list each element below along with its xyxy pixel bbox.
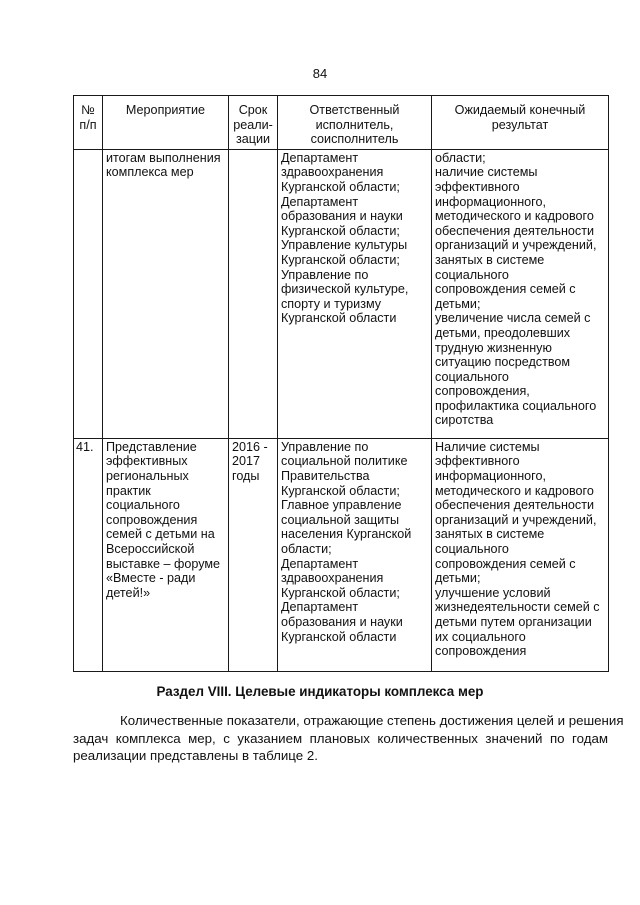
- cell-line: Мероприятие: [125, 103, 206, 117]
- cell-line: информационного,: [435, 194, 547, 209]
- cell-line: детьми, преодолевших: [435, 325, 571, 340]
- cell-line: социального: [106, 498, 180, 513]
- cell-line: детей!»: [106, 585, 151, 600]
- cell-line: Курганской области: [281, 629, 397, 644]
- cell-line: организаций и учреждений,: [435, 238, 597, 253]
- cell-line: практик: [106, 483, 151, 498]
- cell-line: детьми путем организации: [435, 614, 592, 629]
- cell-line: 2017: [232, 454, 261, 469]
- section-title: Раздел VIII. Целевые индикаторы комплекса мер: [156, 684, 484, 699]
- cell-line: социального: [435, 369, 509, 384]
- cell-line: организаций и учреждений,: [435, 512, 597, 527]
- cell-line: сопровождения: [435, 644, 527, 659]
- row-term: [229, 149, 278, 438]
- cell-line: 2016 -: [232, 439, 268, 454]
- cell-line: Курганской области;: [281, 483, 400, 498]
- cell-line: исполнитель,: [315, 117, 394, 132]
- row-term: [229, 438, 278, 671]
- cell-line: области;: [435, 150, 486, 165]
- cell-line: Управление по: [281, 267, 369, 282]
- cell-line: информационного,: [435, 468, 547, 483]
- cell-line: Департамент: [281, 600, 359, 615]
- header-result: [432, 96, 609, 150]
- cell-line: детьми;: [435, 296, 481, 311]
- table-header-row: [74, 96, 609, 150]
- cell-line: сопровождения семей с: [435, 282, 576, 297]
- cell-line: их социального: [435, 629, 526, 644]
- row-num: 41.: [74, 438, 103, 671]
- cell-line: Срок: [238, 103, 268, 117]
- cell-line: результат: [491, 117, 549, 132]
- row-event: [103, 149, 229, 438]
- cell-line: спорту и туризму: [281, 296, 382, 311]
- row-event: [103, 438, 229, 671]
- cell-line: образования и науки: [281, 209, 403, 224]
- cell-line: Курганской области;: [281, 223, 400, 238]
- cell-line: итогам выполнения: [106, 150, 221, 165]
- table-row: [74, 149, 609, 438]
- cell-line: эффективного: [435, 454, 520, 469]
- header-responsible: [278, 96, 432, 150]
- cell-line: Департамент: [281, 150, 359, 165]
- paragraph-line: Количественные показатели, отражающие степень достижения целей и решения: [120, 713, 624, 728]
- cell-line: Представление: [106, 439, 197, 454]
- table-row: [74, 438, 609, 671]
- cell-line: Департамент: [281, 556, 359, 571]
- cell-line: ситуацию посредством: [435, 355, 571, 370]
- row-num: [74, 149, 103, 438]
- cell-line: Ожидаемый конечный: [454, 103, 586, 117]
- cell-line: увеличение числа семей с: [435, 311, 591, 326]
- cell-line: Всероссийской: [106, 541, 195, 556]
- cell-line: Управление культуры: [281, 238, 408, 253]
- cell-line: Ответственный: [309, 103, 400, 117]
- cell-line: годы: [232, 468, 260, 483]
- cell-line: Наличие системы: [435, 439, 540, 454]
- cell-line: социального: [435, 267, 509, 282]
- row-responsible: [278, 438, 432, 671]
- cell-line: физической культуре,: [281, 282, 409, 297]
- row-responsible: [278, 149, 432, 438]
- cell-line: методического и кадрового: [435, 483, 594, 498]
- cell-line: здравоохранения: [281, 165, 384, 180]
- cell-line: сиротства: [435, 413, 494, 428]
- cell-line: наличие системы: [435, 165, 538, 180]
- cell-line: области;: [281, 541, 332, 556]
- cell-line: зации: [235, 132, 271, 147]
- header-num: [74, 96, 103, 150]
- cell-line: детьми;: [435, 571, 481, 586]
- cell-line: «Вместе - ради: [106, 571, 196, 586]
- cell-line: социальной защиты: [281, 512, 400, 527]
- cell-line: профилактика социального: [435, 398, 597, 413]
- cell-line: выставке – форуме: [106, 556, 221, 571]
- cell-line: семей с детьми на: [106, 527, 215, 542]
- row-result: [432, 438, 609, 671]
- cell-line: Правительства: [281, 468, 370, 483]
- cell-line: жизнедеятельности семей с: [435, 600, 600, 615]
- cell-line: Курганской области: [281, 311, 397, 326]
- page-number: 84: [312, 66, 328, 81]
- cell-line: сопровождения семей с: [435, 556, 576, 571]
- cell-line: Курганской области;: [281, 585, 400, 600]
- cell-line: сопровождения: [106, 512, 198, 527]
- cell-line: региональных: [106, 468, 189, 483]
- paragraph-line: реализации представлены в таблице 2.: [73, 748, 318, 763]
- cell-line: образования и науки: [281, 614, 403, 629]
- cell-line: здравоохранения: [281, 571, 384, 586]
- cell-line: Департамент: [281, 194, 359, 209]
- measures-table: [73, 95, 609, 672]
- cell-line: п/п: [79, 117, 97, 132]
- section-paragraph: [73, 712, 624, 765]
- row-result: [432, 149, 609, 438]
- cell-line: социальной политике: [281, 454, 408, 469]
- cell-line: соисполнитель: [310, 132, 399, 147]
- cell-line: Управление по: [281, 439, 369, 454]
- cell-line: улучшение условий: [435, 585, 551, 600]
- cell-line: эффективного: [435, 179, 520, 194]
- cell-line: занятых в системе: [435, 527, 545, 542]
- cell-line: сопровождения,: [435, 384, 530, 399]
- paragraph-line: задач комплекса мер, с указанием плановых количественных значений по годам: [73, 730, 608, 746]
- cell-line: методического и кадрового: [435, 209, 594, 224]
- cell-line: Курганской области;: [281, 179, 400, 194]
- header-event: [103, 96, 229, 150]
- cell-line: обеспечения деятельности: [435, 498, 595, 513]
- header-term: [229, 96, 278, 150]
- cell-line: комплекса мер: [106, 165, 194, 180]
- cell-line: Курганской области;: [281, 252, 400, 267]
- cell-line: занятых в системе: [435, 252, 545, 267]
- cell-line: реали-: [233, 117, 273, 132]
- cell-line: социального: [435, 541, 509, 556]
- cell-line: Главное управление: [281, 498, 402, 513]
- cell-line: трудную жизненную: [435, 340, 552, 355]
- cell-line: эффективных: [106, 454, 188, 469]
- cell-line: населения Курганской: [281, 527, 412, 542]
- cell-line: обеспечения деятельности: [435, 223, 595, 238]
- cell-line: №: [81, 103, 95, 117]
